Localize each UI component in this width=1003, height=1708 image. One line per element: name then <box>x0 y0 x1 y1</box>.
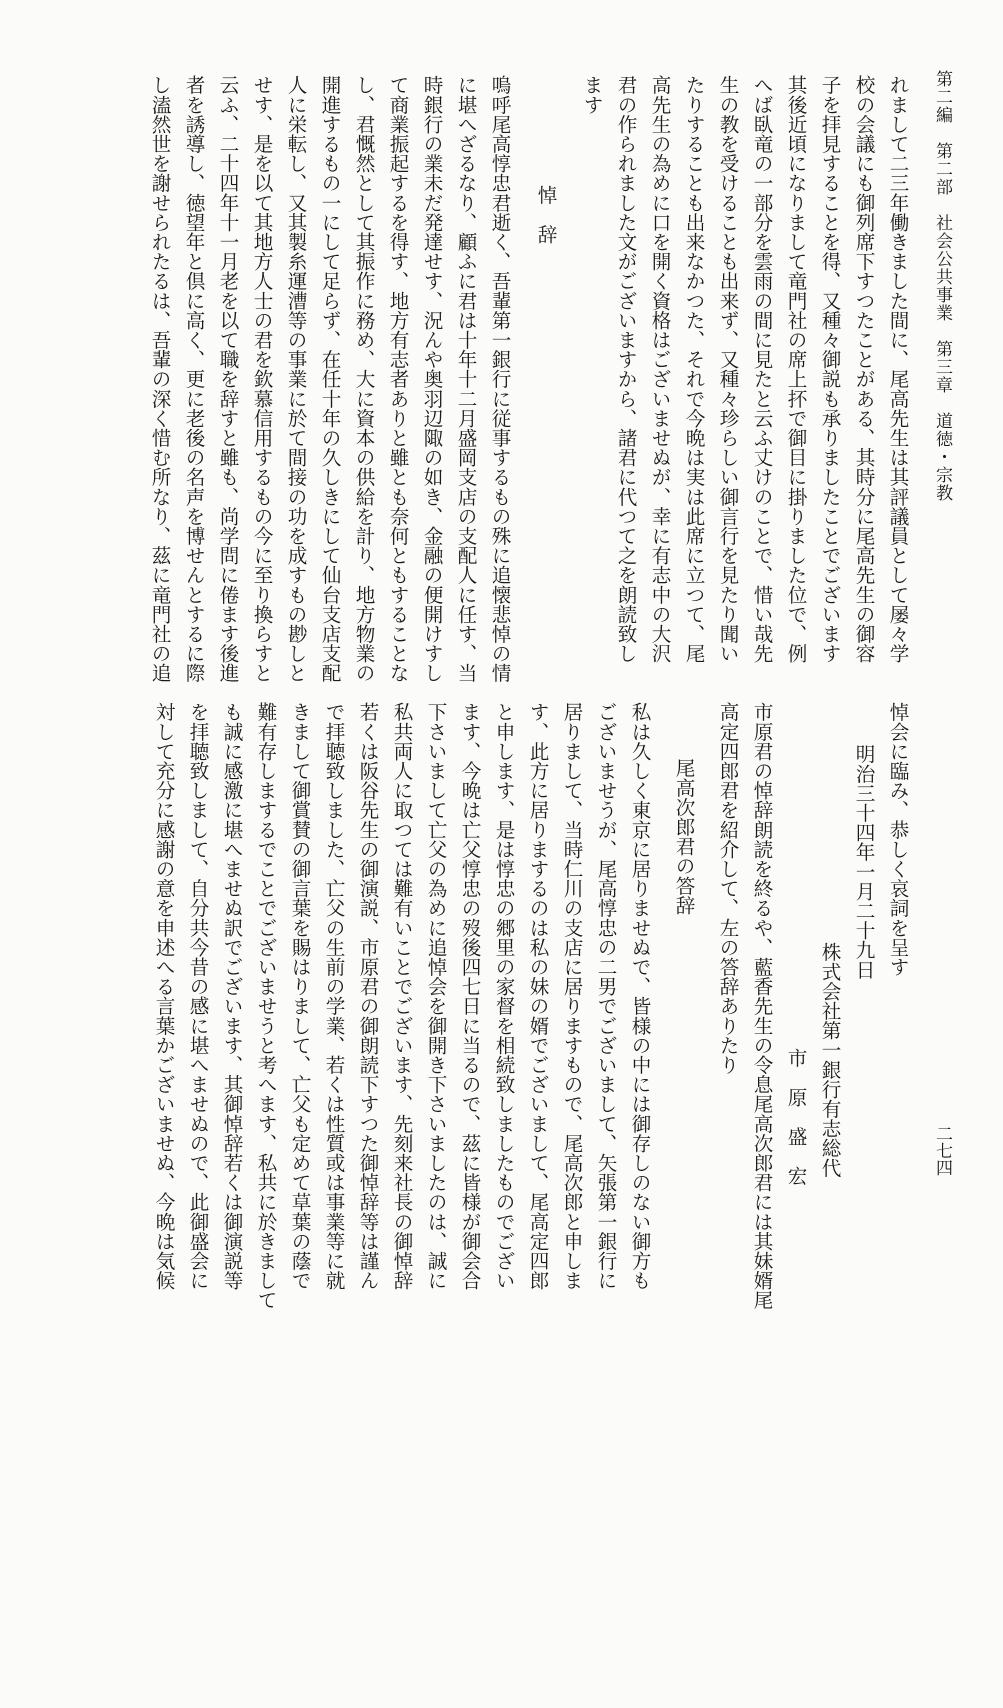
eulogy-line: 云ふ、二十四年十一月老を以て職を辞すと雖も、尚学問に倦ます後進 <box>216 75 239 683</box>
reply-line: を拝聴致しまして、自分共今昔の感に堪へませぬので、此御盛会に <box>186 702 209 1290</box>
narration-line: 市原君の悼辞朗読を終るや、藍香先生の令息尾高次郎君には其妹婿尾 <box>750 702 773 1310</box>
text-line: 高先生の為めに口を開く資格はございませぬが、幸に有志中の大沢 <box>648 75 671 663</box>
running-header: 第二編 第二部 社会公共事業 第三章 道徳・宗教 <box>932 70 952 502</box>
reply-line: す、此方に居りまするのは私の妹の婿でございまして、尾高定四郎 <box>526 702 549 1290</box>
eulogy-closing: 悼会に臨み、恭しく哀詞を呈す <box>886 702 909 977</box>
reply-heading: 尾高次郎君の答辞 <box>672 758 695 915</box>
eulogy-line: 嗚呼尾高惇忠君逝く、吾輩第一銀行に従事するもの殊に追懐悲悼の情 <box>488 75 511 683</box>
reply-line: ございませうが、尾高惇忠の二男でございまして、矢張第一銀行に <box>594 702 617 1290</box>
signature-organization: 株式会社第一銀行有志総代 <box>818 942 841 1178</box>
reply-line: 若くは阪谷先生の御演説、市原君の御朗読下すつた御悼辞等は謹ん <box>356 702 379 1290</box>
narration-line: 高定四郎君を紹介して、左の答辞ありたり <box>716 702 739 1075</box>
text-line: 子を拝見することを得、又種々御説も承りましたことでございます <box>818 75 841 663</box>
upper-text-block <box>87 75 907 695</box>
reply-line: 居りまして、当時仁川の支店に居りますもので、尾高次郎と申しま <box>560 702 583 1290</box>
reply-line: 私共両人に取つては難有いことでございます、先刻来社長の御悼辞 <box>390 702 413 1290</box>
reply-line: きまして御賞賛の御言葉を賜はりまして、亡父も定めて草葉の蔭で <box>288 702 311 1290</box>
text-line: へば臥竜の一部分を雲雨の間に見たと云ふ丈けのことで、惜い哉先 <box>750 75 773 663</box>
text-line: 生の教を受けることも出来ず、又種々珍らしい御言行を見たり聞い <box>716 75 739 663</box>
eulogy-line: 者を誘導し、徳望年と倶に高く、更に老後の名声を博せんとするに際 <box>182 75 205 683</box>
text-line: れまして二三年働きました間に、尾高先生は其評議員として屡々学 <box>886 75 909 663</box>
text-line: 校の会議にも御列席下すつたことがある、其時分に尾高先生の御容 <box>852 75 875 663</box>
eulogy-heading: 悼 辞 <box>534 185 557 244</box>
eulogy-line: 開進するもの一にして足らず、在任十年の久しきにして仙台支店支配 <box>318 75 341 683</box>
reply-line: ます、今晩は亡父惇忠の歿後四七日に当るので、茲に皆様が御会合 <box>458 702 481 1290</box>
reply-line: 難有存しまするでことでございませうと考へます、私共に於きまして <box>254 702 277 1310</box>
eulogy-line: し溘然世を謝せられたるは、吾輩の深く惜む所なり、茲に竜門社の追 <box>148 75 171 683</box>
lower-text-block <box>87 702 907 1362</box>
signature-name: 市 原 盛 宏 <box>784 1048 807 1186</box>
page-number: 二七四 <box>932 1125 952 1176</box>
text-line: 君の作られました文がございますから、諸君に代つて之を朗読致し <box>614 75 637 663</box>
reply-line: 私は久しく東京に居りませぬで、皆様の中には御存しのない御方も <box>628 702 651 1290</box>
eulogy-line: 人に栄転し、又其製糸運漕等の事業に於て間接の功を成すもの尠しと <box>284 75 307 683</box>
eulogy-date: 明治三十四年一月二十九日 <box>852 744 875 980</box>
eulogy-line: て商業振起するを得す、地方有志者ありと雖とも奈何ともすることな <box>386 75 409 683</box>
text-line: ます <box>580 75 603 115</box>
text-line: たりすることも出来なかつた、それで今晩は実は此席に立つて、尾 <box>682 75 705 663</box>
reply-line: と申します、是は惇忠の郷里の家督を相続致しましたものでござい <box>492 702 515 1290</box>
reply-line: 対して充分に感謝の意を申述へる言葉かございませぬ、今晩は気候 <box>152 702 175 1290</box>
reply-line: 下さいまして亡父の為めに追悼会を御開き下さいましたのは、誠に <box>424 702 447 1290</box>
eulogy-line: に堪へざるなり、顧ふに君は十年十二月盛岡支店の支配人に任す、当 <box>454 75 477 683</box>
text-line: 其後近頃になりまして竜門社の席上抔で御目に掛りました位で、例 <box>784 75 807 663</box>
reply-line: も誠に感激に堪へませぬ訳でございます、其御悼辞若くは御演説等 <box>220 702 243 1290</box>
reply-line: で拝聴致しました、亡父の生前の学業、若くは性質或は事業等に就 <box>322 702 345 1290</box>
eulogy-line: 時銀行の業未だ発達せす、況んや奥羽辺陬の如き、金融の便開けすし <box>420 75 443 683</box>
eulogy-line: し、君慨然として其振作に務め、大に資本の供給を計り、地方物業の <box>352 75 375 683</box>
eulogy-line: せす、是を以て其地方人士の君を欽慕信用するもの今に至り換らすと <box>250 75 273 683</box>
